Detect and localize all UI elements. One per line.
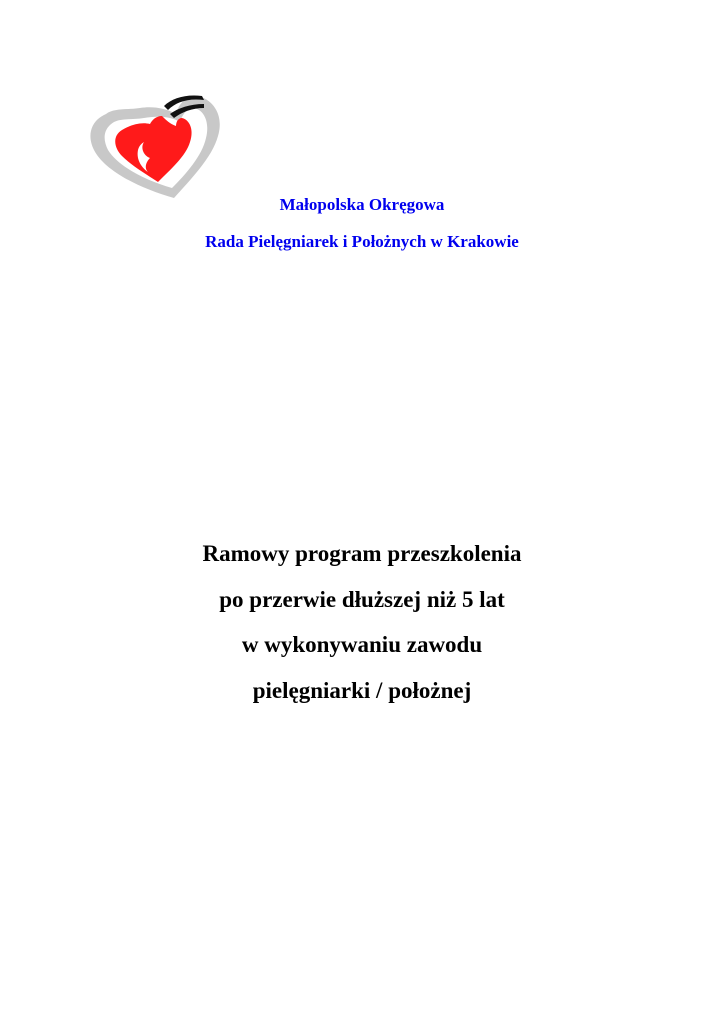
title-line-3: w wykonywaniu zawodu [241,632,483,657]
organization-name-line1: Małopolska Okręgowa [279,195,445,214]
document-title [0,537,724,719]
title-line-4: pielęgniarki / położnej [252,677,472,703]
title-line-2: po przerwie dłuższej niż 5 lat [219,586,505,612]
title-line-1: Ramowy program przeszkolenia [202,541,522,566]
organization-name-line2: Rada Pielęgniarek i Położnych w Krakowie [205,232,519,251]
heart-logo-icon [86,86,226,204]
